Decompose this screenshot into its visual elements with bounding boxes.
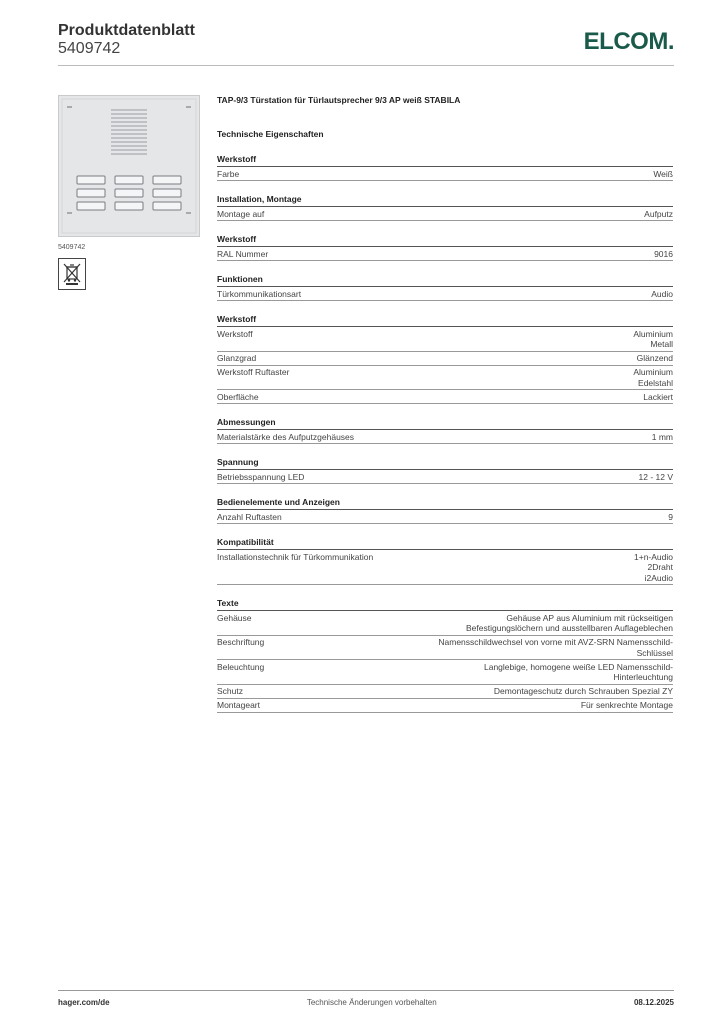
property-row [217, 366, 673, 391]
property-label: Installationstechnik für Türkommunikation [217, 551, 374, 562]
property-value [264, 209, 673, 220]
property-label: Gehäuse [217, 612, 252, 623]
group-title: Kompatibilität [217, 537, 673, 550]
property-value [301, 289, 673, 300]
elcom-logo: ELCOM. [583, 28, 674, 55]
property-value-line: 2Draht [647, 562, 673, 572]
page-header [58, 20, 674, 66]
property-label: Glanzgrad [217, 353, 257, 363]
product-name: TAP-9/3 Türstation für Türlautsprecher 9/3 AP weiß STABILA [217, 95, 461, 105]
group-title: Spannung [217, 457, 673, 470]
group-title: Werkstoff [217, 154, 673, 167]
document-title: Produktdatenblatt [58, 22, 195, 39]
property-row [217, 470, 673, 484]
property-row [217, 247, 673, 261]
footer-disclaimer: Technische Änderungen vorbehalten [306, 998, 437, 1007]
property-row [217, 550, 673, 585]
property-value [259, 392, 673, 403]
group-title: Texte [217, 598, 673, 611]
property-label: Montageart [217, 700, 260, 710]
property-row [217, 660, 673, 685]
property-value [264, 637, 673, 658]
group-title: Werkstoff [217, 314, 673, 327]
property-value-line: Metall [650, 339, 673, 349]
property-value-line: Gehäuse AP aus Aluminium mit rückseitigen [506, 612, 673, 623]
property-value-line: Weiß [653, 168, 673, 179]
property-value-line: Aluminium [633, 328, 673, 339]
property-value-line: Namensschildwechsel von vorne mit AVZ-SRN Namensschild- [438, 637, 673, 647]
weee-bin-icon [58, 258, 86, 290]
property-value-line: 1+n-Audio [634, 551, 673, 562]
property-row [217, 390, 673, 404]
property-value [354, 432, 673, 443]
property-value-line: 9016 [654, 248, 673, 259]
property-value-line: 12 - 12 V [638, 471, 673, 482]
property-value-line: Befestigungslöchern und ausstellbaren Auflageblechen [466, 623, 673, 633]
property-value-line: Hinterleuchtung [613, 672, 673, 682]
property-groups [217, 154, 673, 713]
property-value-line: Edelstahl [638, 377, 673, 388]
property-value-line: Für senkrechte Montage [580, 700, 673, 710]
property-label: Werkstoff Ruftaster [217, 367, 290, 377]
property-row [217, 699, 673, 713]
document-number: 5409742 [58, 40, 121, 57]
property-value-line: Demontageschutz durch Schrauben Spezial ZY [493, 686, 673, 696]
property-label: Montage auf [217, 208, 265, 219]
property-row [217, 327, 673, 352]
property-value-line: Lackiert [643, 391, 673, 402]
property-label: Beleuchtung [217, 661, 265, 672]
property-value-line: 9 [668, 511, 673, 522]
property-value [264, 662, 673, 683]
property-row [217, 352, 673, 366]
property-value [253, 329, 673, 350]
property-value-line: Schlüssel [636, 647, 673, 658]
property-label: Schutz [217, 686, 243, 696]
property-row [217, 685, 673, 699]
property-row [217, 510, 673, 524]
properties-column [217, 95, 673, 713]
property-value-line: Aufputz [644, 208, 673, 219]
property-value-line: 1 mm [651, 431, 673, 442]
group-title: Installation, Montage [217, 194, 673, 207]
property-label: Farbe [217, 168, 240, 179]
product-image [58, 95, 200, 237]
property-label: Beschriftung [217, 637, 265, 647]
property-row [217, 611, 673, 636]
property-value [373, 552, 673, 584]
property-value [282, 512, 673, 523]
property-value-line: Audio [651, 288, 673, 299]
property-label: Betriebsspannung LED [217, 471, 305, 482]
property-value-line: Aluminium [633, 367, 673, 377]
product-image-column [58, 95, 200, 290]
group-title: Abmessungen [217, 417, 673, 430]
property-value [252, 613, 674, 634]
property-value-line: i2Audio [644, 572, 673, 583]
section-title: Technische Eigenschaften [217, 129, 324, 139]
property-row [217, 287, 673, 301]
property-value-line: Langlebige, homogene weiße LED Namensschild- [484, 661, 673, 672]
property-value-line: Glänzend [636, 353, 673, 363]
property-label: Materialstärke des Aufputzgehäuses [217, 431, 355, 442]
property-value [268, 249, 673, 260]
page-footer [58, 990, 674, 1007]
property-row [217, 207, 673, 221]
property-row [217, 636, 673, 661]
image-caption: 5409742 [58, 244, 86, 251]
property-value [304, 472, 673, 483]
property-label: Türkommunikationsart [217, 288, 302, 299]
property-label: Oberfläche [217, 391, 259, 402]
property-value [239, 169, 673, 180]
group-title: Werkstoff [217, 234, 673, 247]
footer-website[interactable]: hager.com/de [58, 998, 110, 1007]
property-row [217, 167, 673, 181]
property-label: RAL Nummer [217, 248, 269, 259]
group-title: Funktionen [217, 274, 673, 287]
property-label: Anzahl Ruftasten [217, 511, 282, 522]
property-label: Werkstoff [217, 328, 253, 339]
property-value [289, 367, 673, 388]
property-row [217, 430, 673, 444]
property-value [260, 700, 673, 711]
property-value [243, 686, 673, 697]
group-title: Bedienelemente und Anzeigen [217, 497, 673, 510]
property-value [256, 353, 673, 364]
footer-date: 08.12.2025 [633, 998, 674, 1007]
